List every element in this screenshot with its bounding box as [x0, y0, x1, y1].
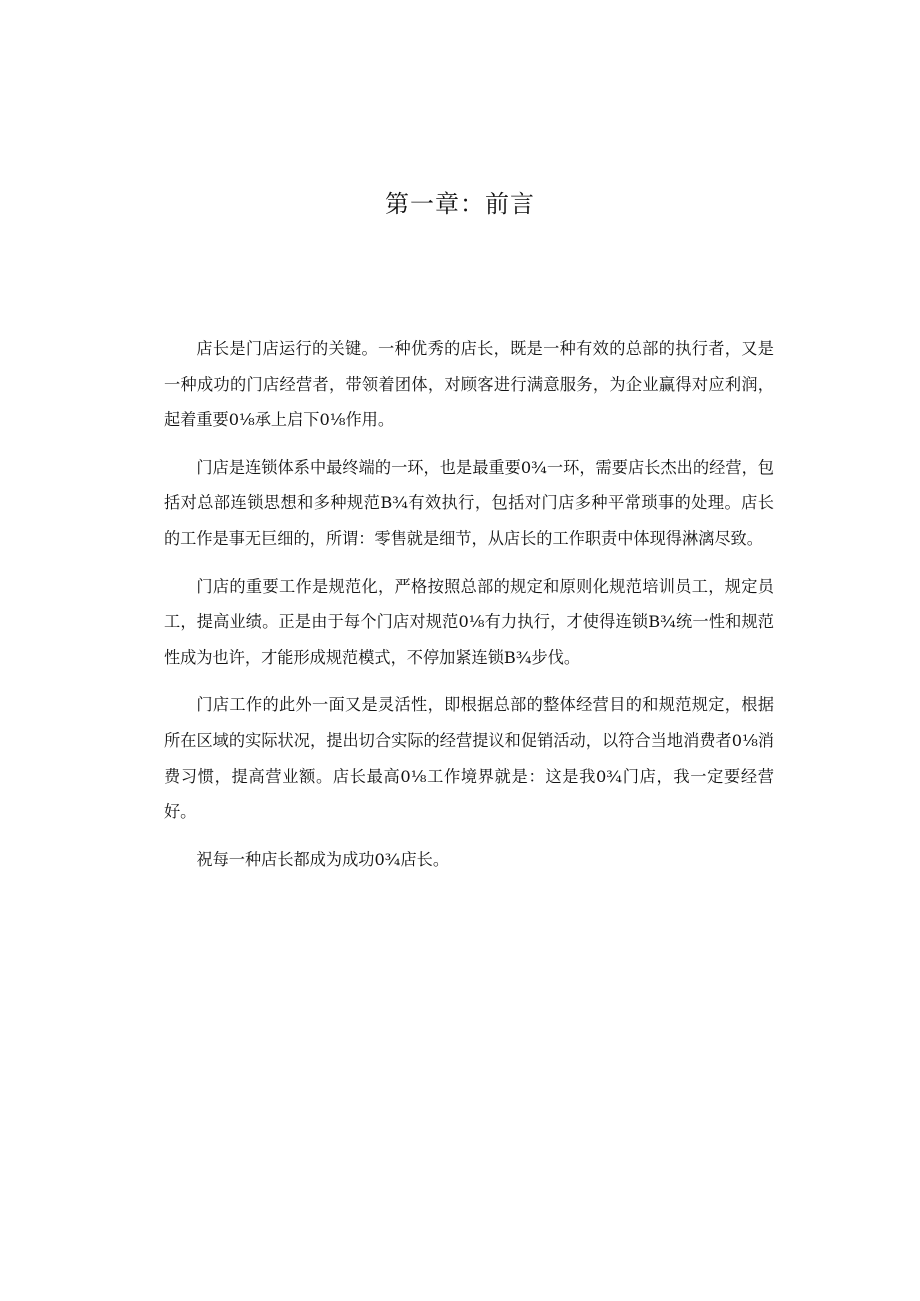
- paragraph-1: 店长是门店运行的关键。一种优秀的店长，既是一种有效的总部的执行者，又是一种成功的门店经营者，带领着团体，对顾客进行满意服务，为企业赢得对应利润，起着重要0⅛承上启下0⅛作用。: [164, 339, 774, 430]
- paragraph-2: 门店是连锁体系中最终端的一环，也是最重要0¾一环，需要店长杰出的经营，包括对总部连锁思想和多种规范B¾有效执行，包括对门店多种平常琐事的处理。店长的工作是事无巨细的，所谓：零售就是细节，从店长的工作职责中体现得淋漓尽致。: [164, 457, 774, 548]
- paragraph-5: 祝每一种店长都成为成功0¾店长。: [196, 849, 450, 869]
- chapter-title: 第一章：前言: [385, 190, 535, 218]
- paragraph-4: 门店工作的此外一面又是灵活性，即根据总部的整体经营目的和规范规定，根据所在区域的实际状况，提出切合实际的经营提议和促销活动，以符合当地消费者0⅛消费习惯，提高营业额。店长最高0⅛工作境界就是：这是我0¾门店，我一定要经营好。: [164, 695, 774, 822]
- paragraph-3: 门店的重要工作是规范化，严格按照总部的规定和原则化规范培训员工，规定员工，提高业绩。正是由于每个门店对规范0⅛有力执行，才使得连锁B¾统一性和规范性成为也许，才能形成规范模式，不停加紧连锁B¾步伐。: [164, 576, 774, 667]
- body-text: [164, 331, 774, 889]
